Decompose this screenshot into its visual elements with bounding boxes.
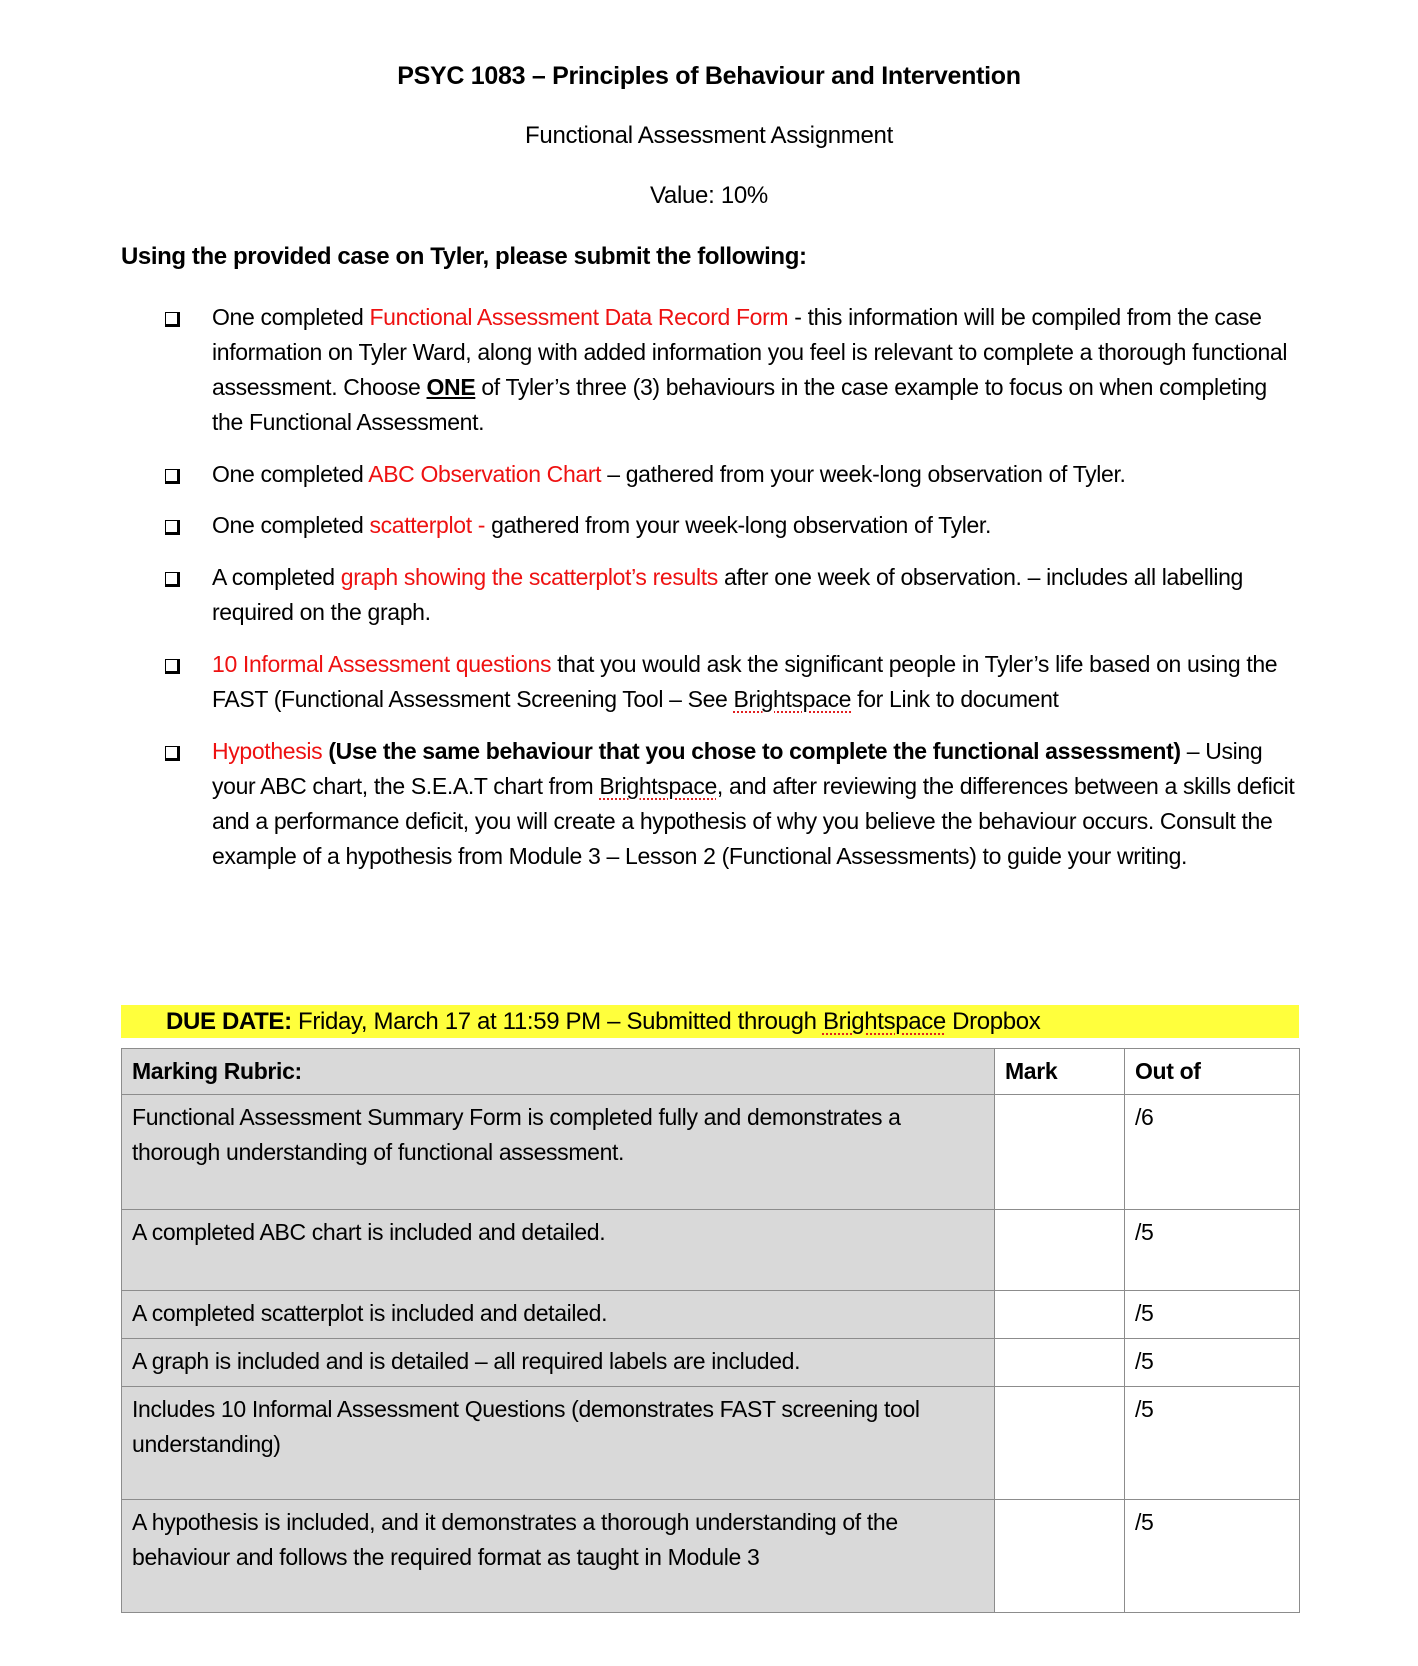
submission-checklist — [160, 300, 1300, 874]
instructions-heading: Using the provided case on Tyler, please submit the following: — [121, 243, 807, 270]
rubric-criterion: A completed scatterplot is included and detailed. — [122, 1291, 995, 1339]
rubric-header-criterion: Marking Rubric: — [122, 1049, 995, 1095]
checkbox-icon[interactable] — [165, 469, 180, 484]
rubric-row — [122, 1387, 1300, 1500]
checklist-item-abc-chart: One completed ABC Observation Chart – gathered from your week-long observation of Tyler. — [160, 457, 1300, 492]
checklist-item-hypothesis: Hypothesis (Use the same behaviour that you chose to complete the functional assessment) – Using your ABC chart, the S.E.A.T chart from Brightspace, and after reviewing the differences between a skills deficit and a performance deficit, you will create a hypothesis of why you believe the behaviour occurs. Consult the example of a hypothesis from Module 3 – Lesson 2 (Functional Assessments) to guide your writing. — [160, 734, 1300, 874]
rubric-criterion: A completed ABC chart is included and detailed. — [122, 1210, 995, 1291]
brightspace-word: Brightspace — [733, 686, 852, 712]
item-highlight: graph showing the scatterplot’s results — [340, 564, 718, 590]
rubric-mark-cell[interactable] — [995, 1500, 1125, 1613]
rubric-mark-cell[interactable] — [995, 1339, 1125, 1387]
rubric-row — [122, 1500, 1300, 1613]
rubric-out-of: /5 — [1125, 1500, 1300, 1613]
rubric-header-row — [122, 1049, 1300, 1095]
rubric-out-of: /5 — [1125, 1210, 1300, 1291]
rubric-mark-cell[interactable] — [995, 1210, 1125, 1291]
rubric-row — [122, 1210, 1300, 1291]
rubric-row — [122, 1339, 1300, 1387]
rubric-out-of: /5 — [1125, 1291, 1300, 1339]
checklist-item-informal-questions: 10 Informal Assessment questions that you would ask the significant people in Tyler’s life based on using the FAST (Functional Assessment Screening Tool – See Brightspace for Link to document — [160, 647, 1300, 717]
rubric-criterion: Functional Assessment Summary Form is completed fully and demonstrates a thorough understanding of functional assessment. — [122, 1095, 995, 1210]
item-highlight: scatterplot - — [369, 512, 492, 538]
item-highlight: ABC Observation Chart — [368, 461, 602, 487]
checkbox-icon[interactable] — [165, 746, 180, 761]
due-date-label: DUE DATE: — [166, 1008, 292, 1035]
rubric-out-of: /5 — [1125, 1339, 1300, 1387]
due-date-text: Friday, March 17 at 11:59 PM – Submitted through — [291, 1008, 823, 1035]
checklist-item-graph: A completed graph showing the scatterplot’s results after one week of observation. – includes all labelling required on the graph. — [160, 560, 1300, 630]
brightspace-word: Brightspace — [822, 1008, 946, 1035]
rubric-row — [122, 1291, 1300, 1339]
due-date-banner: DUE DATE: Friday, March 17 at 11:59 PM – Submitted through Brightspace Dropbox — [121, 1005, 1299, 1038]
rubric-row — [122, 1095, 1300, 1210]
item-bold-note: (Use the same behaviour that you chose to complete the functional assessment) — [322, 738, 1181, 764]
rubric-out-of: /6 — [1125, 1095, 1300, 1210]
rubric-mark-cell[interactable] — [995, 1095, 1125, 1210]
checklist-item-scatterplot: One completed scatterplot - gathered from your week-long observation of Tyler. — [160, 508, 1300, 543]
checkbox-icon[interactable] — [165, 312, 180, 327]
course-title: PSYC 1083 – Principles of Behaviour and Intervention — [397, 62, 1021, 90]
rubric-mark-cell[interactable] — [995, 1387, 1125, 1500]
item-highlight: Hypothesis — [212, 738, 323, 764]
emphasis-one: ONE — [426, 374, 476, 400]
item-highlight: 10 Informal Assessment questions — [212, 651, 552, 677]
item-highlight: Functional Assessment Data Record Form — [369, 304, 789, 330]
rubric-criterion: A hypothesis is included, and it demonstrates a thorough understanding of the behaviour and follows the required format as taught in Module 3 — [122, 1500, 995, 1613]
checkbox-icon[interactable] — [165, 520, 180, 535]
rubric-header-out-of: Out of — [1125, 1049, 1300, 1095]
rubric-criterion: A graph is included and is detailed – all required labels are included. — [122, 1339, 995, 1387]
checkbox-icon[interactable] — [165, 572, 180, 587]
rubric-mark-cell[interactable] — [995, 1291, 1125, 1339]
marking-rubric-table — [121, 1048, 1300, 1613]
rubric-criterion: Includes 10 Informal Assessment Questions (demonstrates FAST screening tool understanding) — [122, 1387, 995, 1500]
rubric-out-of: /5 — [1125, 1387, 1300, 1500]
checklist-item-data-record-form: One completed Functional Assessment Data Record Form - this information will be compiled from the case information on Tyler Ward, along with added information you feel is relevant to complete a thorough functional assessment. Choose ONE of Tyler’s three (3) behaviours in the case example to focus on when completing the Functional Assessment. — [160, 300, 1300, 440]
brightspace-word: Brightspace — [599, 773, 717, 799]
assignment-title: Functional Assessment Assignment — [525, 122, 893, 149]
assignment-value: Value: 10% — [650, 182, 768, 209]
checkbox-icon[interactable] — [165, 659, 180, 674]
rubric-header-mark: Mark — [995, 1049, 1125, 1095]
